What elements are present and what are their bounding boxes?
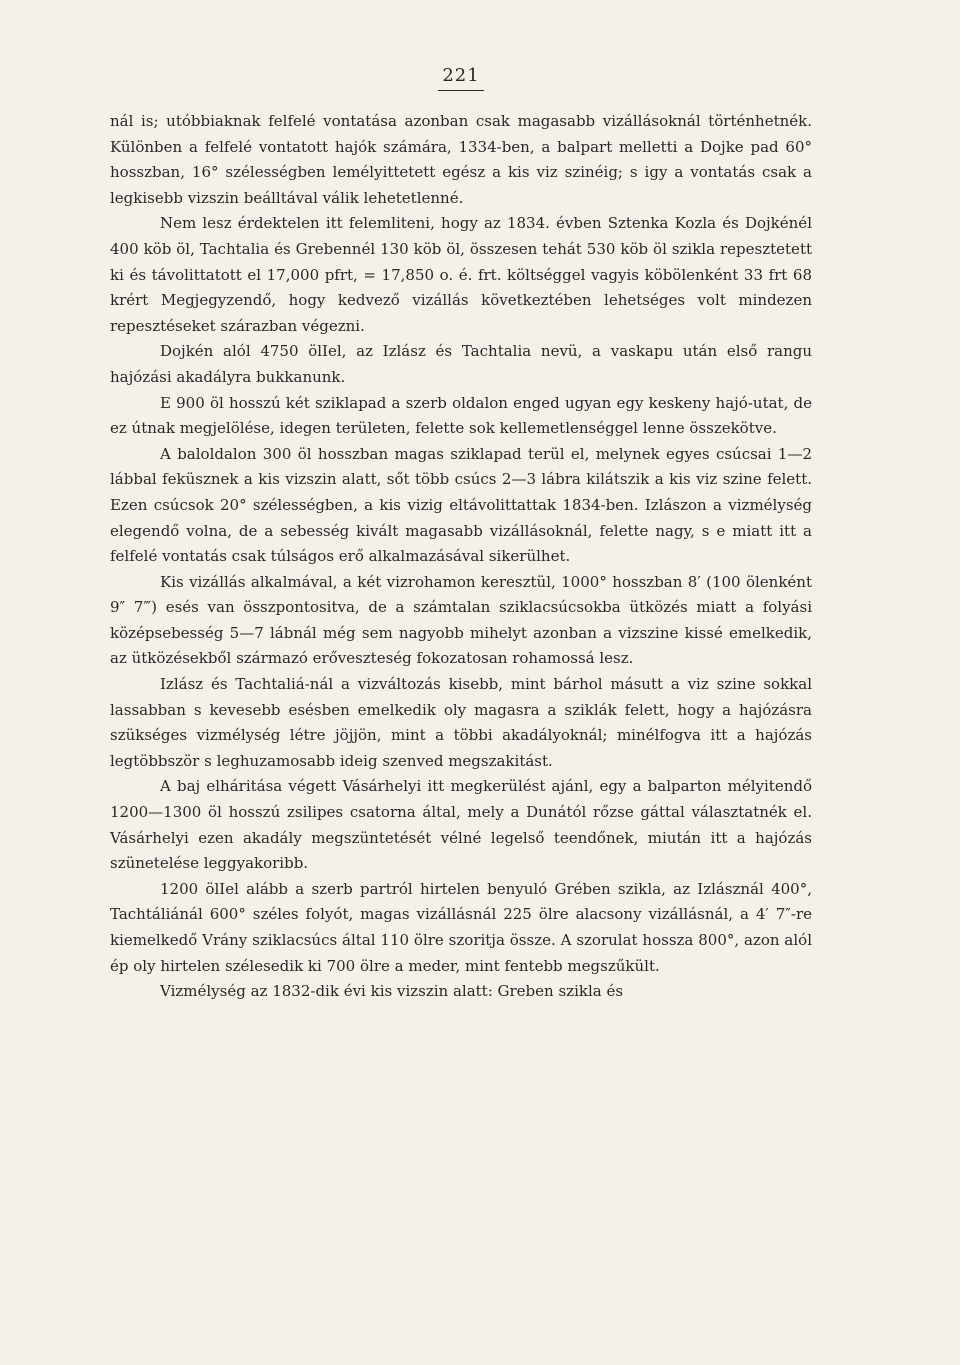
page-number: 221 — [442, 65, 480, 86]
paragraph-4: E 900 öl hosszú két sziklapad a szerb oldalon enged ugyan egy keskeny hajó-utat, de ez útnak megjelölése, idegen területen, felette sok kellemetlenséggel lenne összekötve. — [110, 393, 812, 438]
page-number-rule — [438, 90, 484, 91]
paragraph-6: Kis vizállás alkalmával, a két vizrohamon keresztül, 1000° hosszban 8′ (100 ölenként 9″ 7‴) esés van összpontositva, de a számtalan sziklacsúcsokba ütközés miatt a folyási középsebesség 5—7 lábnál még sem nagyobb mihelyt azonban a vizszine kissé emelkedik, az ütközésekből származó erőveszteség fokozatosan rohamossá lesz. — [110, 572, 812, 668]
paragraph-9: 1200 ölIel alább a szerb partról hirtelen benyuló Grében szikla, az Izlásznál 400°, Tachtáliánál 600° széles folyót, magas vizállásnál 225 ölre alacsony vizállásnál, a 4′ 7″-re kiemelkedő Vrány sziklacsúcs által 110 ölre szoritja össze. A szorulat hossza 800°, azon alól ép oly hirtelen szélesedik ki 700 ölre a meder, mint fentebb megszűkült. — [110, 879, 812, 975]
document-page — [110, 64, 812, 1284]
paragraph-5: A baloldalon 300 öl hosszban magas sziklapad terül el, melynek egyes csúcsai 1—2 lábbal feküsznek a kis vizszin alatt, sőt több csúcs 2—3 lábra kilátszik a kis viz szine felett. Ezen csúcsok 20° szélességben, a kis vizig eltávolittattak 1834-ben. Izlászon a vizmélység elegendő volna, de a sebesség kivált magasabb vizállásoknál, felette nagy, s e miatt itt a felfelé vontatás csak túlságos erő alkalmazásával sikerülhet. — [110, 444, 812, 566]
paragraph-10: Vizmélység az 1832-dik évi kis vizszin alatt: Greben szikla és — [160, 982, 624, 1001]
paragraph-3: Dojkén alól 4750 ölIel, az Izlász és Tachtalia nevü, a vaskapu után első rangu hajózási akadályra bukkanunk. — [110, 342, 812, 386]
paragraph-8: A baj elháritása végett Vásárhelyi itt megkerülést ajánl, egy a balparton mélyitendő 1200—1300 öl hosszú zsilipes csatorna által, mely a Dunától rőzse gáttal választatnék el. Vásárhelyi ezen akadály megszüntetését vélné legelső teendőnek, miután itt a hajózás szünetelése leggyakoribb. — [110, 777, 812, 873]
paragraph-2: Nem lesz érdektelen itt felemliteni, hogy az 1834. évben Sztenka Kozla és Dojkénél 400 köb öl, Tachtalia és Grebennél 130 köb öl, összesen tehát 530 köb öl szikla repesztetett ki és távolittatott el 17,000 pfrt, = 17,850 o. é. frt. költséggel vagyis köbölenként 33 frt 68 krért Megjegyzendő, hogy kedvező vizállás következtében lehetséges volt mindezen repesztéseket szárazban végezni. — [110, 214, 812, 335]
body-text — [110, 109, 812, 1005]
paragraph-1: nál is; utóbbiaknak felfelé vontatása azonban csak magasabb vizállásoknál történhetnék. Különben a felfelé vontatott hajók számára, 1334-ben, a balpart melletti a Dojke pad 60° hosszban, 16° szélességben lemélyittetett egész a kis viz szinéig; s igy a vontatás csak a legkisebb vizszin beálltával válik lehetetlenné. — [110, 112, 812, 207]
paragraph-7: Izlász és Tachtaliá-nál a vizváltozás kisebb, mint bárhol másutt a viz szine sokkal lassabban s kevesebb esésben emelkedik oly magasra a sziklák felett, hogy a hajózásra szükséges vizmélység létre jöjjön, mint a többi akadályoknál; minélfogva itt a hajózás legtöbbször s leghuzamosabb ideig szenved megszakitást. — [110, 675, 812, 770]
